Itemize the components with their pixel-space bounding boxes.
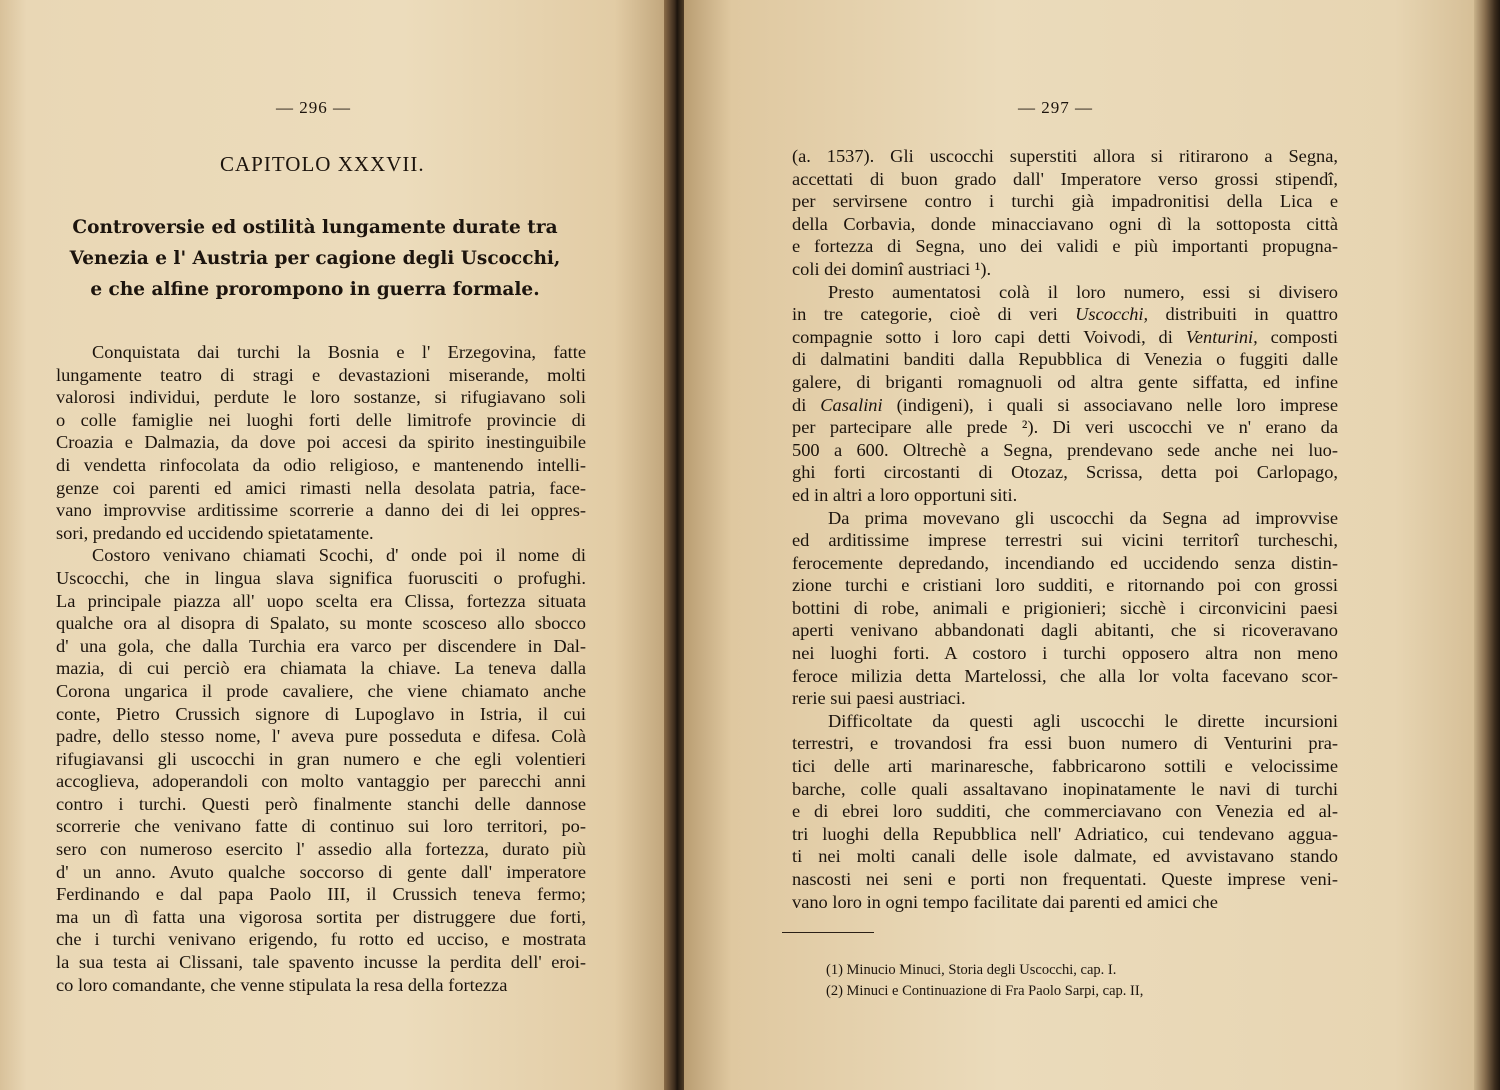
text-line: bottini di robe, animali e prigionieri; sicchè i circonvicini paesi — [792, 597, 1338, 618]
footnotes — [826, 960, 1143, 1002]
text-line: feroce milizia detta Martelossi, che alla lor volta facevano scor- — [792, 665, 1338, 686]
text-line: qualche ora al disopra di Spalato, su monte scosceso allo sbocco — [56, 613, 586, 634]
text-line: ghi forti circostanti di Otozaz, Scrissa, detta poi Carlopago, — [792, 462, 1338, 483]
footnote: (2) Minuci e Continuazione di Fra Paolo Sarpi, cap. II, — [826, 983, 1144, 999]
text-line: Ferdinando e dal papa Paolo III, il Crussich teneva fermo; — [56, 884, 586, 905]
text-line: ed in altri a loro opportuni siti. — [792, 484, 1018, 505]
text-line: co loro comandante, che venne stipulata la resa della fortezza — [56, 974, 508, 995]
headline-line: e che alfine prorompono in guerra formale. — [90, 279, 540, 300]
text-line: lungamente teatro di stragi e devastazioni miserande, molti — [56, 364, 586, 385]
text-line: coli dei dominî austriaci ¹). — [792, 258, 992, 279]
text-line: valorosi individui, perdute le loro sostanze, si rifugiavano soli — [56, 387, 586, 408]
text-line: d' un anno. Avuto qualche soccorso di gente dall' imperatore — [56, 861, 586, 882]
text-line: della Corbavia, donde minacciavano ogni dì la sottoposta città — [792, 213, 1338, 234]
text-line: terrestri, e trovandosi fra essi buon numero di Venturini pra- — [792, 733, 1338, 754]
text-line: la sua testa ai Clissani, tale spavento incusse la perdita dell' eroi- — [56, 952, 586, 973]
text-line: ti nei molti canali delle isole dalmate, ed avvistavano stando — [792, 846, 1338, 867]
italic-term: Casalini — [820, 394, 883, 415]
text-line: ed arditissime imprese terrestri sui vicini territorî turcheschi, — [792, 530, 1338, 551]
text-line: rerie sui paesi austriaci. — [792, 688, 966, 709]
text-line: 500 a 600. Oltrechè a Segna, prendevano sede anche nei luo- — [792, 439, 1338, 460]
body-text — [56, 341, 586, 996]
text-line: mazia, di cui perciò era chiamata la chiave. La teneva dalla — [56, 658, 586, 679]
footnote: (1) Minucio Minuci, Storia degli Uscocchi, cap. I. — [826, 962, 1117, 978]
text-line: vano improvvise arditissime scorrerie a danno dei di lei oppres- — [56, 500, 586, 521]
text-line: tri luoghi della Repubblica nell' Adriatico, cui tendevano aggua- — [792, 823, 1338, 844]
text-line: di Casalini (indigeni), i quali si associavano nelle loro imprese — [792, 394, 1338, 415]
text-line: zione turchi e cristiani loro sudditi, e ritornando poi con grossi — [792, 575, 1338, 596]
text-line: (a. 1537). Gli uscocchi superstiti allora si ritirarono a Segna, — [792, 146, 1338, 166]
text-line: padre, dello stesso nome, l' aveva pure posseduta e difesa. Colà — [56, 726, 586, 747]
text-line: di vendetta rinfocolata da odio religioso, e mantenendo intelli- — [56, 454, 586, 475]
page-number: — 297 — — [1018, 98, 1093, 117]
headline-line: Controversie ed ostilità lungamente durate tra — [72, 217, 558, 238]
page-edge — [1474, 0, 1500, 1090]
text-line: barche, colle quali assaltavano inopinatamente le navi di turchi — [792, 778, 1338, 799]
text-line: compagnie sotto i loro capi detti Voivodi, di Venturini, composti — [792, 326, 1339, 347]
text-line: sero con numeroso esercito l' assedio alla fortezza, durato più — [56, 839, 586, 860]
footnote-rule — [782, 932, 874, 933]
text-line: Corona ungarica il prode cavaliere, che viene chiamato anche — [56, 680, 586, 701]
headline-line: Venezia e l' Austria per cagione degli Uscocchi, — [69, 248, 561, 269]
text-line: sori, predando ed uccidendo spietatamente. — [56, 522, 374, 543]
chapter-title: CAPITOLO XXXVII. — [220, 152, 425, 176]
text-line: galere, di briganti romagnuoli od altra gente siffatta, ed infine — [792, 371, 1338, 392]
text-line: Difficoltate da questi agli uscocchi le dirette incursioni — [828, 710, 1338, 731]
text-line: e fortezza di Segna, uno dei validi e più importanti propugna- — [792, 236, 1338, 257]
text-line: nascosti nei seni e porti non frequentati. Queste imprese veni- — [792, 869, 1338, 889]
right-page — [684, 0, 1474, 1090]
text-line: o colle famiglie nei luoghi forti delle limitrofe provincie di — [56, 409, 586, 430]
text-line: accoglieva, adoperandoli con molto vantaggio per parecchi anni — [56, 771, 586, 792]
text-line: e di ebrei loro sudditi, che commerciavano con Venezia ed al- — [792, 801, 1338, 822]
text-line: tici delle arti marinaresche, fabbricarono sottili e velocissime — [792, 756, 1338, 777]
text-line: La principale piazza all' uopo scelta era Clissa, fortezza situata — [56, 590, 586, 611]
chapter-headline — [50, 212, 580, 305]
text-line: d' una gola, che dalla Turchia era varco per discendere in Dal- — [56, 635, 586, 656]
text-line: conte, Pietro Crussich signore di Lupoglavo in Istria, il cui — [56, 703, 586, 724]
text-line: genze coi parenti ed amici rimasti nella desolata patria, face- — [56, 477, 586, 498]
text-line: che i turchi venivano erigendo, fu rotto ed ucciso, e mostrata — [56, 929, 586, 950]
text-line: accettati di buon grado dall' Imperatore verso grossi stipendî, — [792, 168, 1338, 189]
text-line: Da prima movevano gli uscocchi da Segna ad improvvise — [828, 507, 1338, 528]
text-line: scorrerie che venivano fatte di continuo sui loro territori, po- — [56, 816, 586, 837]
text-line: Costoro venivano chiamati Scochi, d' onde poi il nome di — [92, 545, 586, 566]
text-line: di dalmatini banditi dalla Repubblica di Venezia o fuggiti dalle — [792, 349, 1338, 370]
text-line: aperti venivano abbandonati dagli abitanti, che si ricoveravano — [792, 620, 1338, 641]
left-page — [0, 0, 668, 1090]
text-line: per partecipare alle prede ²). Di veri uscocchi ve n' erano da — [792, 417, 1338, 438]
text-line: Conquistata dai turchi la Bosnia e l' Erzegovina, fatte — [92, 342, 586, 362]
text-line: Uscocchi, che in lingua slava significa fuorusciti o profughi. — [56, 567, 586, 588]
text-line: ferocemente depredando, incendiando ed uccidendo senza distin- — [792, 552, 1338, 573]
italic-term: Uscocchi, — [1075, 304, 1149, 325]
text-line: contro i turchi. Questi però finalmente stanchi delle dannose — [56, 793, 586, 814]
body-text — [792, 145, 1338, 913]
text-line: Croazia e Dalmazia, da dove poi accesi da spirito inestinguibile — [56, 432, 586, 453]
text-line: ma un dì fatta una vigorosa sortita per distruggere due forti, — [56, 906, 586, 927]
page-number: — 296 — — [276, 98, 351, 117]
text-line: rifugiavansi gli uscocchi in gran numero e che egli volentieri — [56, 748, 586, 769]
text-line: vano loro in ogni tempo facilitate dai parenti ed amici che — [792, 891, 1218, 912]
text-line: per servirsene contro i turchi già impadronitisi della Lica e — [792, 191, 1338, 212]
text-line: Presto aumentatosi colà il loro numero, essi si divisero — [828, 281, 1338, 302]
text-line: nei luoghi forti. A costoro i turchi opposero altra non meno — [792, 643, 1338, 664]
text-line: in tre categorie, cioè di veri Uscocchi, distribuiti in quattro — [792, 304, 1339, 325]
italic-term: Venturini, — [1185, 326, 1258, 347]
